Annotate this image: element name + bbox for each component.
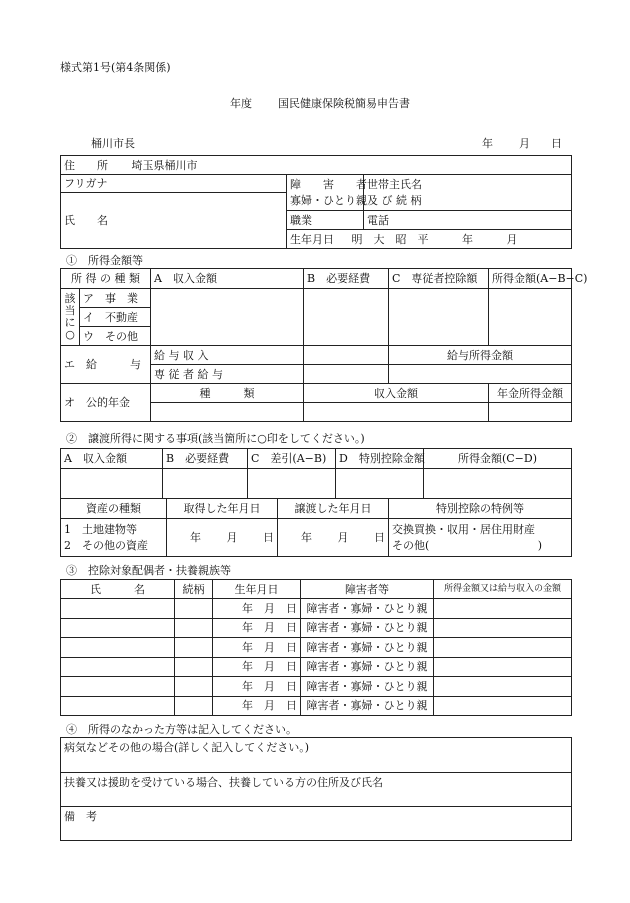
dependent-birth-label: 年 月 日 bbox=[242, 601, 297, 615]
dependent-relation-input[interactable] bbox=[175, 599, 213, 619]
dependent-birth-label: 年 月 日 bbox=[242, 621, 297, 635]
form-number: 様式第1号(第4条関係) bbox=[60, 61, 171, 74]
disabled-widow-field[interactable] bbox=[287, 175, 367, 211]
dependents-table bbox=[60, 579, 572, 716]
address-row[interactable] bbox=[61, 156, 572, 175]
pension-type-input[interactable] bbox=[151, 403, 304, 422]
dependent-birth-label: 年 月 日 bbox=[242, 660, 297, 674]
furigana-label: フリガナ bbox=[64, 177, 108, 190]
birth-label: 生年月日 bbox=[290, 232, 334, 246]
date-year-label: 年 bbox=[482, 137, 493, 150]
dependent-disabled-label: 障害者・寡婦・ひとり親 bbox=[306, 660, 428, 674]
revenue-input[interactable] bbox=[151, 289, 304, 346]
acquired-day: 日 bbox=[263, 531, 274, 544]
dependent-disabled-options[interactable] bbox=[301, 599, 434, 619]
occupation-label: 職業 bbox=[290, 213, 312, 227]
name-label: 氏 名 bbox=[64, 214, 108, 227]
income-table bbox=[60, 268, 588, 422]
dependent-birth-input[interactable] bbox=[213, 696, 301, 716]
dependent-birth-input[interactable] bbox=[213, 677, 301, 697]
dependent-relation-input[interactable] bbox=[175, 696, 213, 716]
transferred-date-label: 譲渡した年月日 bbox=[278, 499, 389, 519]
dependent-row bbox=[61, 657, 572, 677]
pension-amount-label: 年金所得金額 bbox=[489, 384, 572, 403]
transferred-day: 日 bbox=[374, 531, 385, 544]
dependent-birth-input[interactable] bbox=[213, 618, 301, 638]
dependent-relation-input[interactable] bbox=[175, 677, 213, 697]
dependent-row bbox=[61, 638, 572, 658]
col-revenue: A 収入金額 bbox=[151, 269, 304, 289]
dependent-relation-input[interactable] bbox=[175, 638, 213, 658]
dependent-relation-input[interactable] bbox=[175, 618, 213, 638]
dependent-income-input[interactable] bbox=[434, 657, 572, 677]
furigana-field[interactable] bbox=[61, 175, 287, 193]
row-real-estate[interactable]: イ 不動産 bbox=[80, 308, 151, 327]
dependent-disabled-options[interactable] bbox=[301, 677, 434, 697]
dependent-disabled-label: 障害者・寡婦・ひとり親 bbox=[306, 699, 428, 713]
acquired-year: 年 bbox=[190, 531, 201, 544]
section1-title: ① 所得金額等 bbox=[66, 254, 143, 267]
special-option-1[interactable]: 交換買換・収用・居住用財産 bbox=[392, 523, 535, 537]
transfer-col-special-deduction: D 特別控除金額 bbox=[336, 449, 424, 469]
salary-label-text: エ 給 与 bbox=[64, 358, 141, 371]
family-salary-input[interactable] bbox=[304, 365, 389, 384]
family-salary-label: 専 従 者 給 与 bbox=[151, 365, 304, 384]
row-other[interactable]: ウ その他 bbox=[80, 327, 151, 346]
salary-income-input[interactable] bbox=[304, 346, 389, 365]
special-provision-options[interactable] bbox=[389, 519, 572, 557]
income-amount-input[interactable] bbox=[489, 289, 572, 346]
check-char-4: ○ bbox=[65, 328, 75, 342]
pension-label: オ 公的年金 bbox=[61, 384, 151, 422]
dep-col-income: 所得金額又は給与収入の金額 bbox=[434, 580, 572, 599]
birthdate-field[interactable] bbox=[287, 230, 572, 249]
disabled-text: 障 害 者 bbox=[290, 178, 367, 192]
transfer-revenue-input[interactable] bbox=[61, 469, 163, 499]
date-day-label: 日 bbox=[551, 137, 562, 150]
illness-label: 病気などその他の場合(詳しく記入してください。) bbox=[64, 741, 310, 754]
dependent-disabled-options[interactable] bbox=[301, 638, 434, 658]
dependent-relation-input[interactable] bbox=[175, 657, 213, 677]
transferred-month: 月 bbox=[337, 531, 349, 544]
addressee: 桶川市長 bbox=[91, 137, 135, 150]
era-options: 明 大 昭 平 bbox=[351, 232, 429, 246]
phone-field[interactable] bbox=[364, 211, 572, 230]
dependent-disabled-label: 障害者・寡婦・ひとり親 bbox=[306, 601, 428, 615]
dependent-disabled-label: 障害者・寡婦・ひとり親 bbox=[306, 621, 428, 635]
dependent-row bbox=[61, 696, 572, 716]
dependent-disabled-label: 障害者・寡婦・ひとり親 bbox=[306, 679, 428, 693]
dependent-name-input[interactable] bbox=[61, 677, 175, 697]
dependent-name-input[interactable] bbox=[61, 657, 175, 677]
name-field[interactable] bbox=[61, 193, 287, 249]
asset-type-options[interactable] bbox=[61, 519, 167, 557]
birth-year-label: 年 bbox=[462, 232, 473, 246]
dependent-birth-label: 年 月 日 bbox=[242, 699, 297, 713]
fiscal-year-label: 年度 bbox=[230, 97, 252, 110]
transferred-date-input[interactable] bbox=[278, 519, 389, 557]
dependent-name-input[interactable] bbox=[61, 618, 175, 638]
asset-table bbox=[60, 498, 572, 557]
transferred-year: 年 bbox=[301, 531, 312, 544]
address-label: 住 所 bbox=[64, 158, 108, 172]
pension-income-input[interactable] bbox=[304, 403, 489, 422]
householder-label: 世帯主氏名 bbox=[367, 178, 422, 192]
dependent-disabled-options[interactable] bbox=[301, 618, 434, 638]
dependent-disabled-options[interactable] bbox=[301, 696, 434, 716]
transfer-col-income: 所得金額(C−D) bbox=[424, 449, 572, 469]
dependent-row bbox=[61, 677, 572, 697]
remarks-label: 備 考 bbox=[64, 810, 97, 823]
acquired-date-label: 取得した年月日 bbox=[167, 499, 278, 519]
transfer-col-difference: C 差引(A−B) bbox=[248, 449, 336, 469]
check-char-1: 該 bbox=[64, 291, 76, 305]
salary-income-amount-input[interactable] bbox=[389, 365, 572, 384]
asset-option-2[interactable]: 2 その他の資産 bbox=[64, 538, 148, 552]
special-option-2[interactable] bbox=[392, 538, 568, 553]
col-income-amount: 所得金額(A−B−C) bbox=[489, 269, 572, 289]
col-family-deduction: C 専従者控除額 bbox=[389, 269, 489, 289]
phone-label: 電話 bbox=[367, 213, 389, 227]
pension-type-label: 種 類 bbox=[151, 384, 304, 403]
dependent-income-input[interactable] bbox=[434, 696, 572, 716]
dependent-income-input[interactable] bbox=[434, 638, 572, 658]
dependent-birth-input[interactable] bbox=[213, 657, 301, 677]
pension-income-label: 収入金額 bbox=[304, 384, 489, 403]
salary-label bbox=[61, 346, 151, 384]
dep-col-disabled: 障害者等 bbox=[301, 580, 434, 599]
family-deduction-input[interactable] bbox=[389, 289, 489, 346]
page-title: 国民健康保険税簡易申告書 bbox=[278, 97, 410, 110]
widow-label: 寡婦・ひとり親 bbox=[290, 193, 367, 207]
special-option-2-text: その他( bbox=[392, 538, 430, 552]
disabled-label bbox=[290, 177, 367, 192]
occupation-field[interactable] bbox=[287, 211, 364, 230]
remarks-field[interactable] bbox=[61, 807, 572, 841]
check-char-3: に bbox=[64, 316, 76, 329]
householder-field[interactable] bbox=[364, 175, 572, 211]
dependent-income-input[interactable] bbox=[434, 599, 572, 619]
special-option-2-close: ) bbox=[537, 538, 542, 552]
expenses-input[interactable] bbox=[304, 289, 389, 346]
col-income-type: 所 得 の 種 類 bbox=[61, 269, 151, 289]
dep-col-relation: 続柄 bbox=[175, 580, 213, 599]
transfer-difference-input[interactable] bbox=[248, 469, 336, 499]
dependent-name-input[interactable] bbox=[61, 599, 175, 619]
dependent-income-input[interactable] bbox=[434, 677, 572, 697]
support-label: 扶養又は援助を受けている場合、扶養している方の住所及び氏名 bbox=[64, 776, 383, 789]
transfer-income-table bbox=[60, 448, 572, 499]
check-char-2: 当 bbox=[64, 303, 76, 317]
transfer-col-revenue: A 収入金額 bbox=[61, 449, 163, 469]
dep-col-birth: 生年月日 bbox=[213, 580, 301, 599]
relation-label: 及 び 続 柄 bbox=[367, 193, 422, 207]
section4-title: ④ 所得のなかった方等は記入してください。 bbox=[66, 723, 297, 736]
section2-title: ② 譲渡所得に関する事項(該当箇所に○印をしてください。) bbox=[66, 432, 365, 445]
transfer-special-deduction-input[interactable] bbox=[336, 469, 424, 499]
acquired-date-input[interactable] bbox=[167, 519, 278, 557]
transfer-expenses-input[interactable] bbox=[163, 469, 248, 499]
pension-amount-input[interactable] bbox=[489, 403, 572, 422]
special-provision-label: 特別控除の特例等 bbox=[389, 499, 572, 519]
salary-income-amount-label: 給与所得金額 bbox=[389, 346, 572, 365]
transfer-col-expenses: B 必要経費 bbox=[163, 449, 248, 469]
dependent-income-input[interactable] bbox=[434, 618, 572, 638]
no-income-table bbox=[60, 737, 572, 841]
illness-field[interactable] bbox=[61, 738, 572, 773]
dependent-birth-input[interactable] bbox=[213, 638, 301, 658]
asset-type-label: 資産の種類 bbox=[61, 499, 167, 519]
dependent-birth-label: 年 月 日 bbox=[242, 640, 297, 654]
col-expenses: B 必要経費 bbox=[304, 269, 389, 289]
dependents-rows bbox=[61, 599, 572, 716]
acquired-month: 月 bbox=[226, 531, 238, 544]
dependent-row bbox=[61, 599, 572, 619]
dep-col-name: 氏 名 bbox=[61, 580, 175, 599]
transfer-income-input[interactable] bbox=[424, 469, 572, 499]
dependent-disabled-label: 障害者・寡婦・ひとり親 bbox=[306, 640, 428, 654]
section3-title: ③ 控除対象配偶者・扶養親族等 bbox=[66, 564, 231, 577]
dependent-row bbox=[61, 618, 572, 638]
asset-option-1[interactable]: 1 土地建物等 bbox=[64, 523, 137, 537]
dependent-disabled-options[interactable] bbox=[301, 657, 434, 677]
dependent-birth-label: 年 月 日 bbox=[242, 679, 297, 693]
check-mark-column bbox=[61, 289, 80, 346]
support-field[interactable] bbox=[61, 773, 572, 807]
address-value: 埼玉県桶川市 bbox=[131, 158, 198, 172]
birth-month-label: 月 bbox=[506, 232, 518, 246]
dependent-name-input[interactable] bbox=[61, 638, 175, 658]
date-month-label: 月 bbox=[519, 137, 530, 150]
row-business[interactable]: ア 事 業 bbox=[80, 289, 151, 308]
dependent-birth-input[interactable] bbox=[213, 599, 301, 619]
salary-income-label: 給 与 収 入 bbox=[151, 346, 304, 365]
applicant-table bbox=[60, 155, 572, 249]
dependent-name-input[interactable] bbox=[61, 696, 175, 716]
